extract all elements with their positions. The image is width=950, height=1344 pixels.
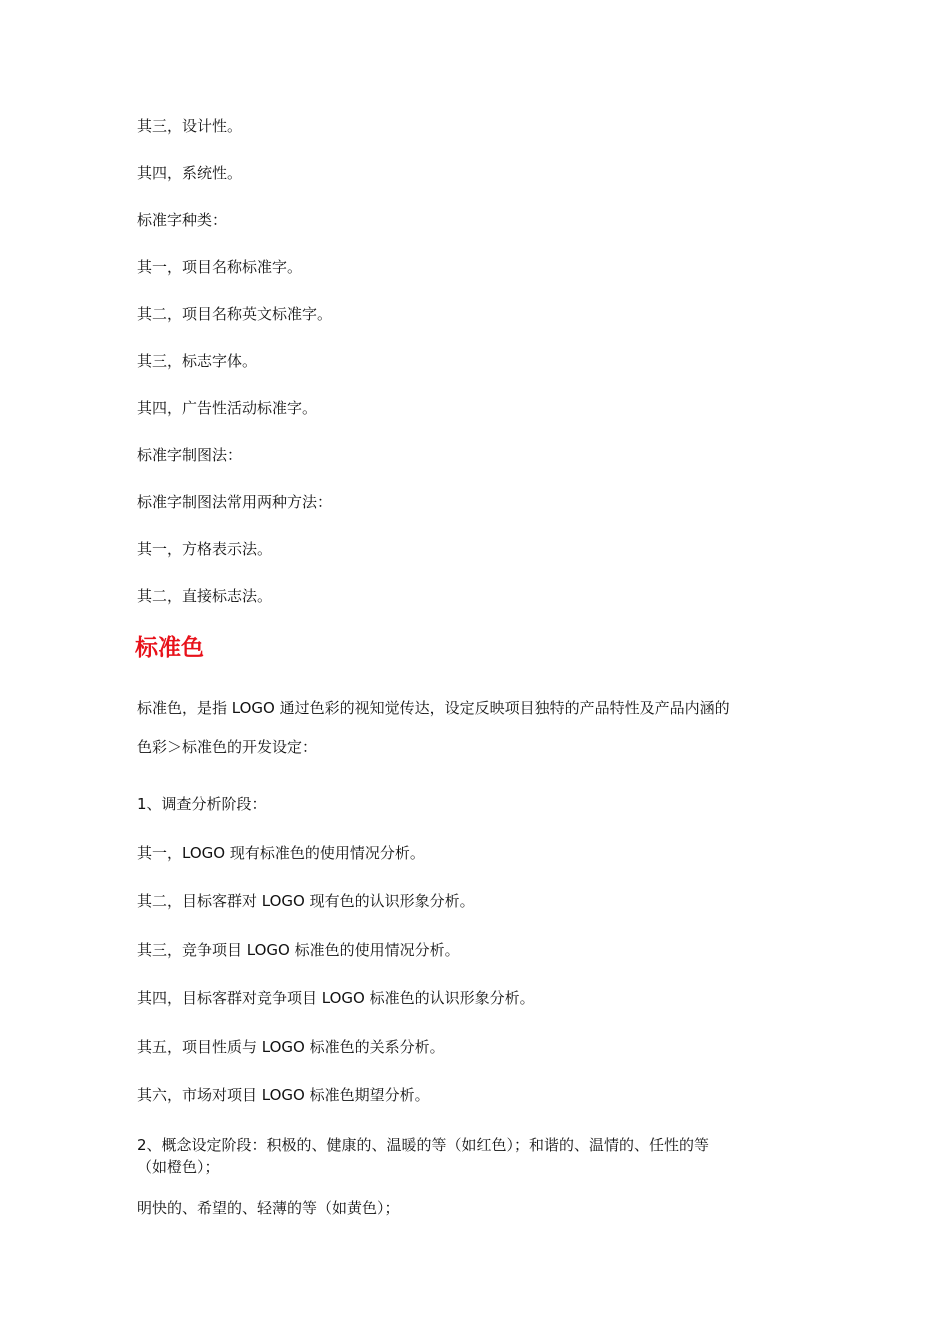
- paragraph: 其三，设计性。: [137, 117, 243, 135]
- stage-line: （如橙色）；: [137, 1158, 220, 1176]
- list-item: 其六，市场对项目 LOGO 标准色期望分析。: [137, 1086, 430, 1104]
- paragraph: 其三，标志字体。: [137, 352, 258, 370]
- paragraph: 其二，项目名称英文标准字。: [137, 305, 333, 323]
- paragraph: 其四，广告性活动标准字。: [137, 399, 318, 417]
- intro-line: 色彩＞标准色的开发设定：: [137, 738, 318, 756]
- list-item: 其一，LOGO 现有标准色的使用情况分析。: [137, 844, 425, 862]
- paragraph: 标准字制图法常用两种方法：: [137, 493, 333, 511]
- intro-line: 标准色，是指 LOGO 通过色彩的视知觉传达，设定反映项目独特的产品特性及产品内涵的: [137, 699, 730, 717]
- stage-line: 2、概念设定阶段：积极的、健康的、温暖的等（如红色）；和谐的、温情的、任性的等: [137, 1136, 710, 1154]
- paragraph: 其二，直接标志法。: [137, 587, 273, 605]
- stage-line: 明快的、希望的、轻薄的等（如黄色）；: [137, 1199, 400, 1217]
- list-item: 其五，项目性质与 LOGO 标准色的关系分析。: [137, 1038, 445, 1056]
- paragraph: 其四，系统性。: [137, 164, 243, 182]
- paragraph: 标准字种类：: [137, 211, 228, 229]
- list-item: 其二，目标客群对 LOGO 现有色的认识形象分析。: [137, 892, 475, 910]
- list-item: 其三，竞争项目 LOGO 标准色的使用情况分析。: [137, 941, 460, 959]
- paragraph: 其一，项目名称标准字。: [137, 258, 303, 276]
- paragraph: 其一，方格表示法。: [137, 540, 273, 558]
- list-item: 其四，目标客群对竞争项目 LOGO 标准色的认识形象分析。: [137, 989, 535, 1007]
- section-heading: 标准色: [135, 635, 204, 661]
- stage-title: 1、调查分析阶段：: [137, 795, 267, 813]
- paragraph: 标准字制图法：: [137, 446, 243, 464]
